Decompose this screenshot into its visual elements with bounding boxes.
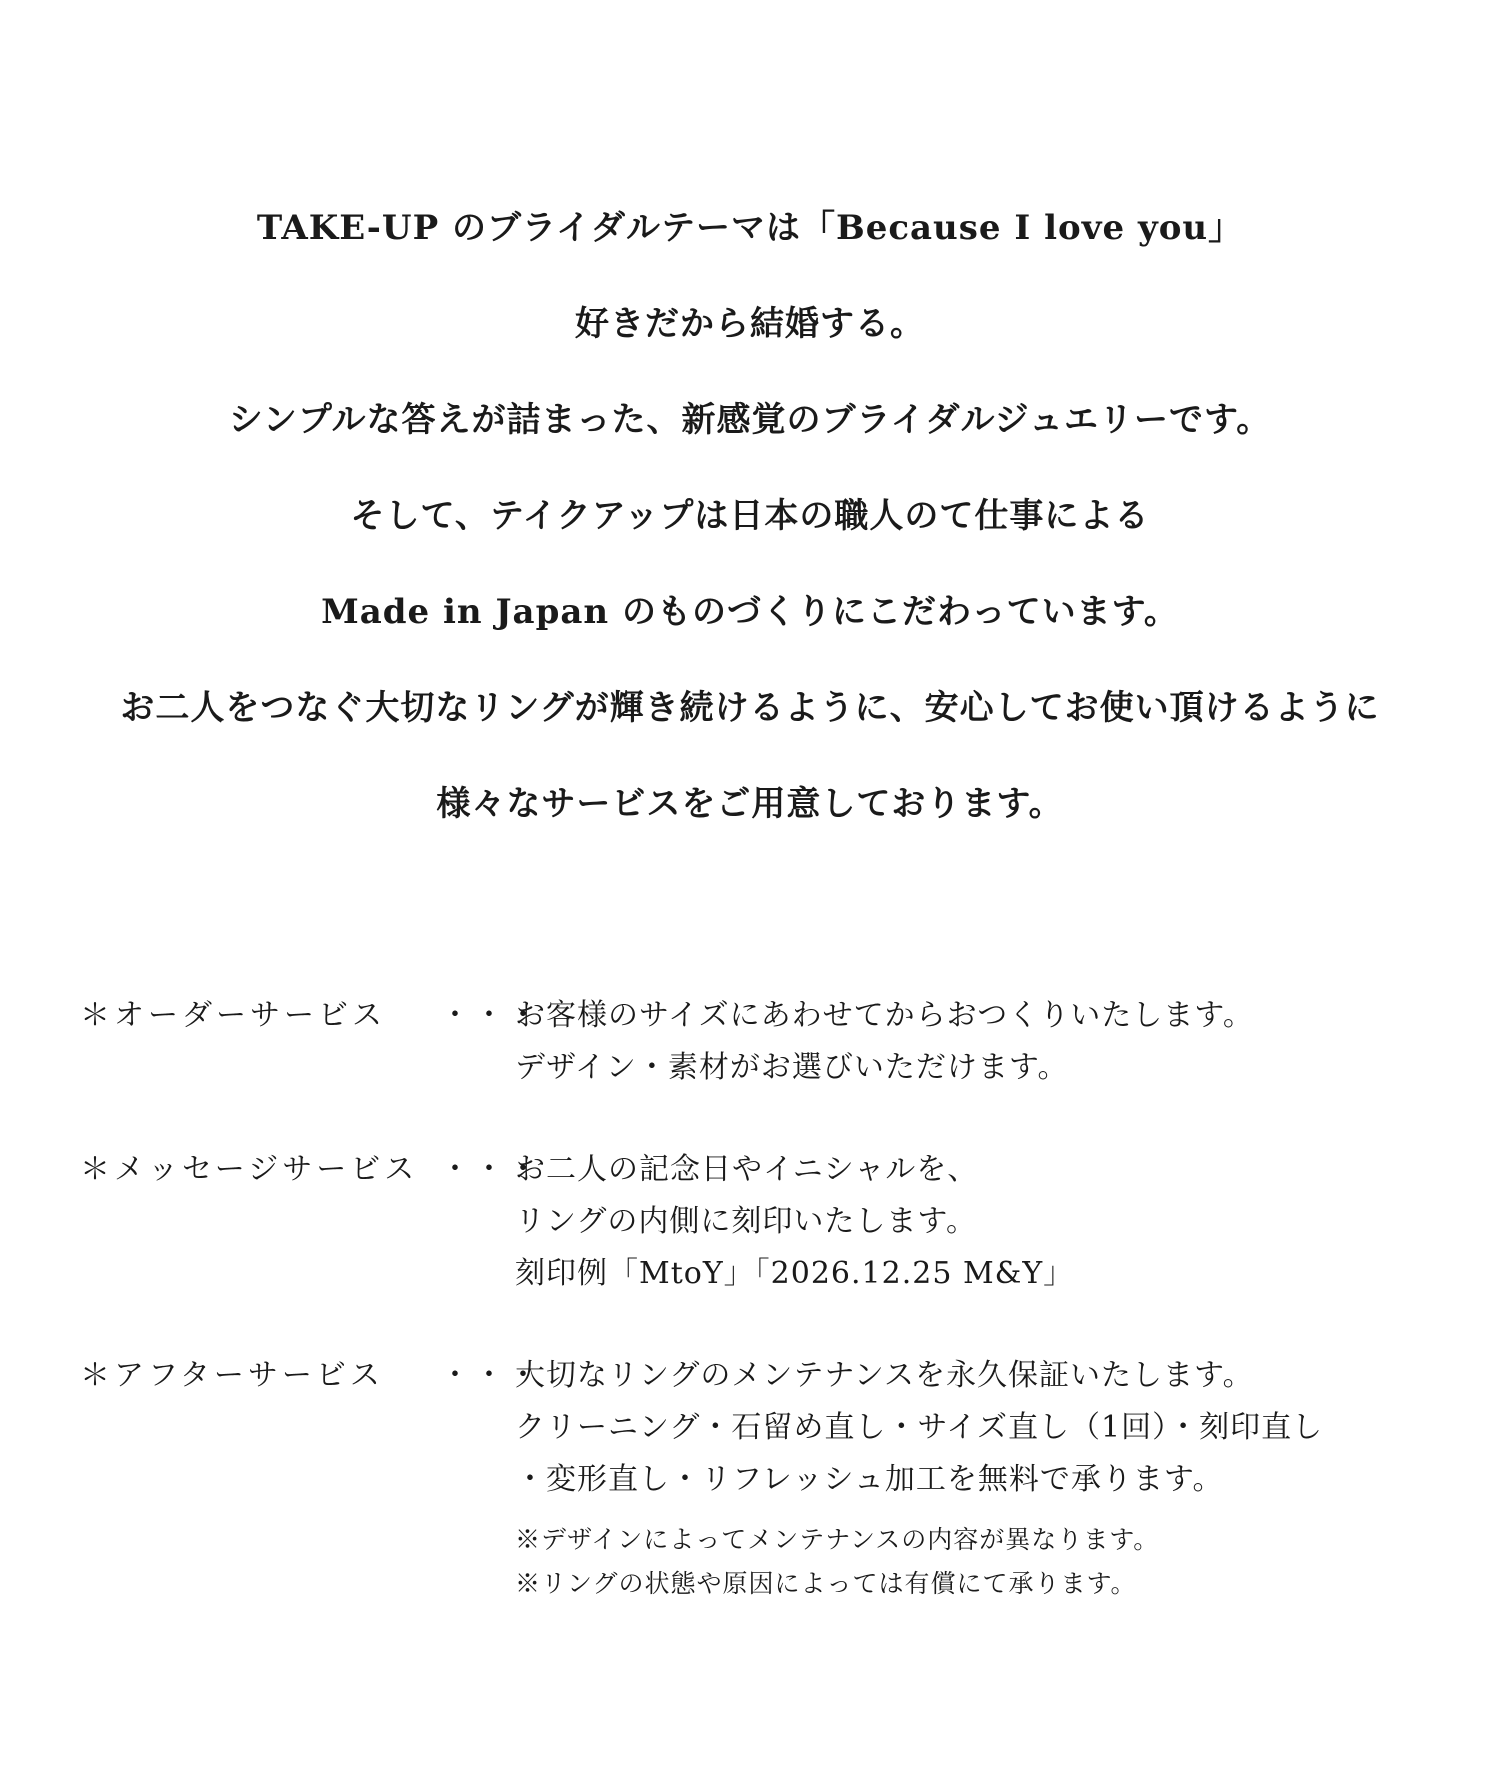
service-order [80, 990, 1480, 1094]
service-list [80, 990, 1480, 1656]
service-order-line: お客様のサイズにあわせてからおつくりいたします。 [515, 998, 1254, 1033]
intro-line-simple-answer: シンプルな答えが詰まった、新感覚のブライダルジュエリーです。 [228, 400, 1272, 440]
service-order-name: ＊オーダーサービス [80, 998, 386, 1033]
service-after-note: ※リングの状態や原因によっては有償にて承ります。 [515, 1569, 1137, 1598]
service-message-name: ＊メッセージサービス [80, 1152, 419, 1187]
service-after-notes [515, 1518, 1480, 1606]
service-after-description [515, 1350, 1480, 1606]
intro-line-ring-shine: お二人をつなぐ大切なリングが輝き続けるように、安心してお使い頂けるように [120, 688, 1380, 728]
service-message-line: お二人の記念日やイニシャルを、 [515, 1152, 979, 1187]
service-after [80, 1350, 1480, 1606]
service-order-separator: ・・・ [440, 998, 542, 1033]
service-order-line: デザイン・素材がお選びいただけます。 [515, 1050, 1069, 1085]
intro-line-made-in-japan: Made in Japan のものづくりにこだわっています。 [321, 592, 1179, 632]
intro-line-theme: TAKE-UP のブライダルテーマは「Because I love you」 [256, 208, 1244, 248]
service-after-line: 大切なリングのメンテナンスを永久保証いたします。 [515, 1358, 1254, 1393]
service-message [80, 1144, 1480, 1300]
service-after-separator: ・・・ [440, 1358, 542, 1393]
intro-line-craftsman: そして、テイクアップは日本の職人のて仕事による [350, 496, 1150, 536]
service-after-line: ・変形直し・リフレッシュ加工を無料で承ります。 [515, 1462, 1224, 1497]
service-order-description [515, 990, 1480, 1094]
service-message-line: リングの内側に刻印いたします。 [515, 1204, 977, 1239]
service-message-separator: ・・・ [440, 1152, 542, 1187]
intro-line-marry: 好きだから結婚する。 [575, 304, 925, 344]
intro-line-services: 様々なサービスをご用意しております。 [436, 784, 1064, 824]
service-after-note: ※デザインによってメンテナンスの内容が異なります。 [515, 1525, 1160, 1554]
service-after-name: ＊アフターサービス [80, 1358, 384, 1393]
service-message-engraving-example: 刻印例「MtoY」「2026.12.25 M&Y」 [515, 1256, 1075, 1291]
service-after-line: クリーニング・石留め直し・サイズ直し（1回）・刻印直し [515, 1410, 1324, 1445]
service-message-description [515, 1144, 1480, 1300]
intro-message [0, 180, 1500, 852]
